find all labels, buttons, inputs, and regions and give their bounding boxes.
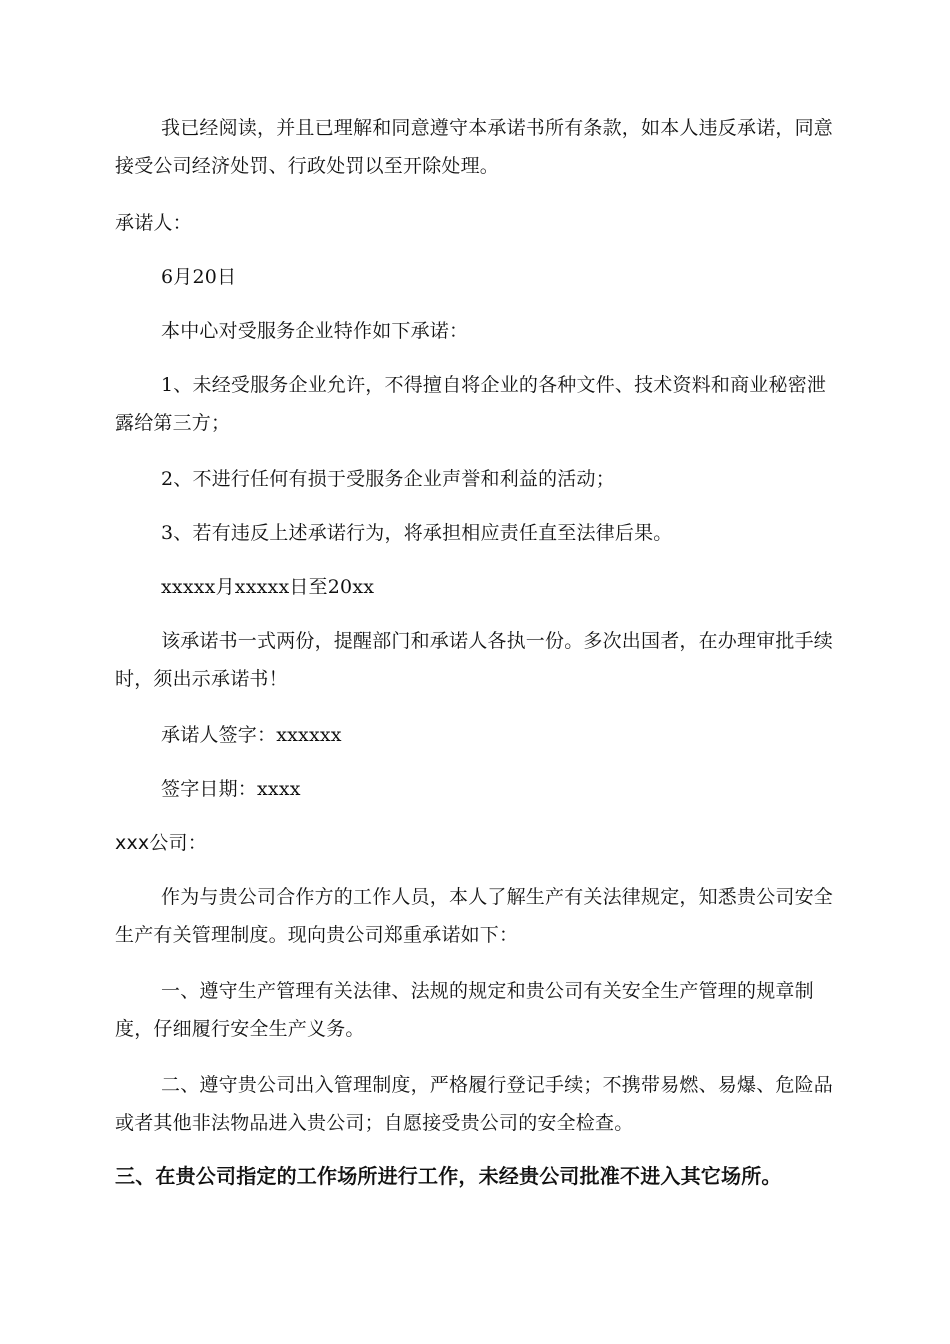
paragraph-promise-item-2: 2、不进行任何有损于受服务企业声誉和利益的活动； [161,468,615,490]
paragraph-signature: 承诺人签字：xxxxxx [161,724,342,746]
paragraph-clause-1: 一、遵守生产管理有关法律、法规的规定和贵公司有关安全生产管理的规章制度，仔细履行安全生产义务。 [115,980,814,1040]
paragraph-promisor-label: 承诺人： [115,212,192,234]
paragraph-company-salutation: xxx公司： [115,832,207,854]
paragraph-partner-intro: 作为与贵公司合作方的工作人员，本人了解生产有关法律规定，知悉贵公司安全生产有关管理制度。现向贵公司郑重承诺如下： [115,886,834,946]
paragraph-date-range: xxxxx月xxxxx日至20xx [161,576,375,598]
paragraph-agreement: 我已经阅读，并且已理解和同意遵守本承诺书所有条款，如本人违反承诺，同意接受公司经济处罚、行政处罚以至开除处理。 [115,117,834,177]
paragraph-promise-item-1: 1、未经受服务企业允许，不得擅自将企业的各种文件、技术资料和商业秘密泄露给第三方； [115,374,827,434]
paragraph-sign-date: 签字日期：xxxx [161,778,301,800]
paragraph-promise-item-3: 3、若有违反上述承诺行为，将承担相应责任直至法律后果。 [161,522,673,544]
paragraph-date: 6月20日 [161,266,237,288]
paragraph-center-promise-intro: 本中心对受服务企业特作如下承诺： [161,320,469,342]
paragraph-copies-note: 该承诺书一式两份，提醒部门和承诺人各执一份。多次出国者，在办理审批手续时，须出示承诺书！ [115,630,834,690]
paragraph-clause-3: 三、在贵公司指定的工作场所进行工作，未经贵公司批准不进入其它场所。 [115,1164,782,1188]
paragraph-clause-2: 二、遵守贵公司出入管理制度，严格履行登记手续；不携带易燃、易爆、危险品或者其他非法物品进入贵公司；自愿接受贵公司的安全检查。 [115,1074,834,1134]
